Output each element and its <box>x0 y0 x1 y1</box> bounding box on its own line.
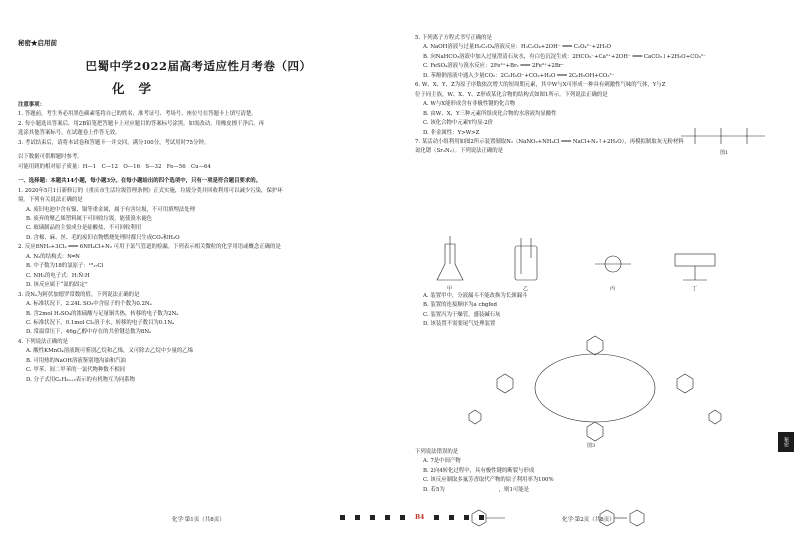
print-mark <box>340 515 345 520</box>
question-line: 5. 下列离子方程式书写正确的是 <box>415 35 492 41</box>
apparatus-ding: 丁 <box>692 286 698 292</box>
apparatus-jia: 甲 <box>447 286 453 292</box>
question-line: D. 苯酚钠溶液中通入少量CO₂：2C₆H₅O⁻+CO₂+H₂O ═══ 2C₆H₅OH+CO₃²⁻ <box>423 72 615 79</box>
question-line: A. N₂的结构式：N═N <box>26 253 80 260</box>
note-line: 2. 每小题选出答案后，用2B铅笔把答题卡上对应题目的答案标号涂黑。如需改动，用橡皮擦干净后，再 <box>18 120 265 127</box>
print-mark <box>370 515 375 520</box>
question-line: C. FeSO₄溶液与溴水反应：2Fe²⁺+Br₂ ═══ 2Fe³⁺+2Br⁻ <box>423 63 565 70</box>
note-line: 3. 考试结束后，请将本试卷和答题卡一并交回。满分100分，考试用时75分钟。 <box>18 139 210 146</box>
question-line: A. 酸性KMnO₄溶液既可鉴别乙烷和乙烯，又可除去乙烷中少量的乙烯 <box>26 348 194 355</box>
question-line: 下列说法错误的是 <box>415 449 459 455</box>
question-line: 3. 设Nₐ为阿伏加德罗常数的值。下列说法正确的是 <box>18 291 140 298</box>
print-mark <box>400 515 405 520</box>
footer-left-page: 化学·第1页（共8页） <box>172 517 225 523</box>
question-line: 境。下列有关说法正确的是 <box>18 197 83 204</box>
data-intro: 以下数据可供解题时参考。 <box>18 154 83 161</box>
q8-options <box>415 448 781 495</box>
print-mark <box>449 515 454 520</box>
question-line: D. 该装置不需要尾气处理装置 <box>423 321 496 328</box>
question-line: C. NH₃的电子式：H:N̈:H <box>26 272 90 279</box>
question-line: D. 该反应属于“氮的固定” <box>26 282 88 289</box>
side-tab: 秘密 <box>778 432 794 452</box>
question-line: 氮化锶（Sr₃N₂）。下列说法正确的是 <box>415 148 504 155</box>
question-line: A. 废旧电池中含有镍、镉等重金属，属于有害垃圾，不可用填埋法处理 <box>26 206 196 213</box>
q7-options <box>415 292 781 330</box>
question-line: D. 常温常压下，46g乙醇中存在的共价键总数为8Nₐ <box>26 329 152 336</box>
figure1-structure <box>673 122 773 156</box>
question-line: C. 该反应制取多氟芳香取代产物的原子利用率为100% <box>423 477 554 484</box>
question-line: A. NaOH溶液与过量H₂C₂O₄溶液反应：H₂C₂O₄+2OH⁻ ═══ C₂O₄²⁻+2H₂O <box>423 44 611 51</box>
question-line: A. W与X能形成含有非极性键的化合物 <box>423 101 516 108</box>
figure3-label: 图3 <box>587 443 596 448</box>
subject-title: 化学 <box>111 81 165 96</box>
confidential-label: 秘密★启用前 <box>18 39 57 47</box>
question-line: 7. 某活动小组利用如图2所示装置制取N₂（NaNO₂+NH₄Cl ═══ NaCl+N₂↑+2H₂O），再模拟制取灰无粉材料 <box>415 138 684 145</box>
question-line: B. 含2mol H₂SO₄的浓硫酸与足量铜共热，转移的电子数为2Nₐ <box>26 310 179 317</box>
question-line: C. 标准状况下，0.1mol Cl₂溶于水，转移的电子数目为0.1Nₐ <box>26 319 175 326</box>
question-line: B. 可用热的NaOH溶液鉴别地沟油和汽油 <box>26 357 126 364</box>
question-line: 4. 下列说法正确的是 <box>18 338 68 345</box>
question-line: C. 装置丙为干燥管，盛装碱石灰 <box>423 311 501 318</box>
question-line: D. 非金属性：Y>W>Z <box>423 129 480 136</box>
footer-right-page: 化学·第2页（共8页） <box>562 517 615 523</box>
question-line: B. 中子数为18的氯原子：¹⁸₁₇Cl <box>26 263 104 270</box>
question-line: D. 含棉、麻、丝、毛的废旧衣物燃烧处理时都只生成CO₂和H₂O <box>26 234 180 241</box>
question-line: B. 废弃的聚乙烯塑料属于可回收垃圾，能使溴水褪色 <box>26 215 152 222</box>
notes-block <box>18 101 380 385</box>
figure2-apparatus <box>425 234 745 292</box>
question-line: 1. 2020年5月1日新修订的《重庆市生活垃圾管理条例》正式实施，垃圾分类并回收利用可以减少污染，保护环 <box>18 187 283 194</box>
print-mark <box>355 515 360 520</box>
exam-title: 巴蜀中学2022届高考适应性月考卷（四） <box>85 59 312 73</box>
figure3-mechanism <box>445 330 745 448</box>
print-mark <box>479 515 484 520</box>
question-line: C. 该化合物中元素Y均显-2价 <box>423 120 494 127</box>
question-line: B. 装置的连接顺序为a cbgfed <box>423 302 497 309</box>
question-line: 2. 反应8NH₃+3Cl₂ ═══ 6NH₄Cl+N₂ 可用于氯气管道的检漏。下列表示相关微粒的化学用语或概念正确的是 <box>18 244 281 251</box>
print-marks <box>340 514 484 521</box>
question-line: 位于同主族，W、X、Y、Z形成某化合物的结构式如图1所示。下列说法正确的是 <box>415 91 608 98</box>
question-line: B. 由W、X、Y三种元素所组成化合物的水溶液均显酸性 <box>423 110 557 117</box>
sheet-code: B4 <box>415 514 425 521</box>
notes-heading: 注意事项： <box>18 102 45 108</box>
question-line: A. 装置甲中，分液漏斗不能改换为长颈漏斗 <box>423 293 528 299</box>
print-mark <box>464 515 469 520</box>
right-page <box>415 34 781 493</box>
atomic-masses: 可能用到的相对原子质量：H—1 C—12 O—16 S—32 Fe—56 Cu—64 <box>18 163 211 170</box>
question-line: C. 甲苯、间二甲苯的一氯代物种数不相同 <box>26 367 126 374</box>
question-line: D. 分子式用CₙH₂ₙ₊₂表示的有机物互为同系物 <box>26 376 136 383</box>
question-line: A. 7是中间产物 <box>423 458 461 465</box>
left-questions <box>18 187 380 386</box>
print-mark <box>385 515 390 520</box>
question-line: C. 玻璃制品的主要成分是硅酸盐，不可回收利用 <box>26 225 142 232</box>
question-line: D. 若5为 ，则1可能是 <box>423 486 530 493</box>
question-line: B. 2向4转化过程中，具有极性键的断裂与形成 <box>423 467 535 474</box>
figure1-label: 图1 <box>720 150 729 156</box>
question-line: 6. W、X、Y、Z为原子序数依次增大的短周期元素，其中W与X可形成一种具有刺激性气味的气体，Y与Z <box>415 82 666 89</box>
apparatus-yi: 乙 <box>523 286 529 292</box>
print-mark <box>434 515 439 520</box>
apparatus-bing: 丙 <box>610 286 616 292</box>
section-heading: 一、选择题：本题共14小题，每小题3分。在每小题给出的四个选项中，只有一项是符合题目要求的。 <box>18 178 262 185</box>
question-line: B. 向NaHCO₃溶液中加入过量澄清石灰水，有白色沉淀生成：2HCO₃⁻+Ca²⁺+2OH⁻ ═══ CaCO₃↓+2H₂O+CO₃²⁻ <box>423 53 706 60</box>
note-line: 选涂其他答案标号。在试题卷上作答无效。 <box>18 130 121 137</box>
question-line: A. 标准状况下，2.24L SO₃中含原子的个数为0.2Nₐ <box>26 301 152 308</box>
note-line: 1. 答题前，考生务必用黑色碳素笔将自己的姓名、准考证号、考场号、座位号在答题卡上填写清楚。 <box>18 111 257 118</box>
